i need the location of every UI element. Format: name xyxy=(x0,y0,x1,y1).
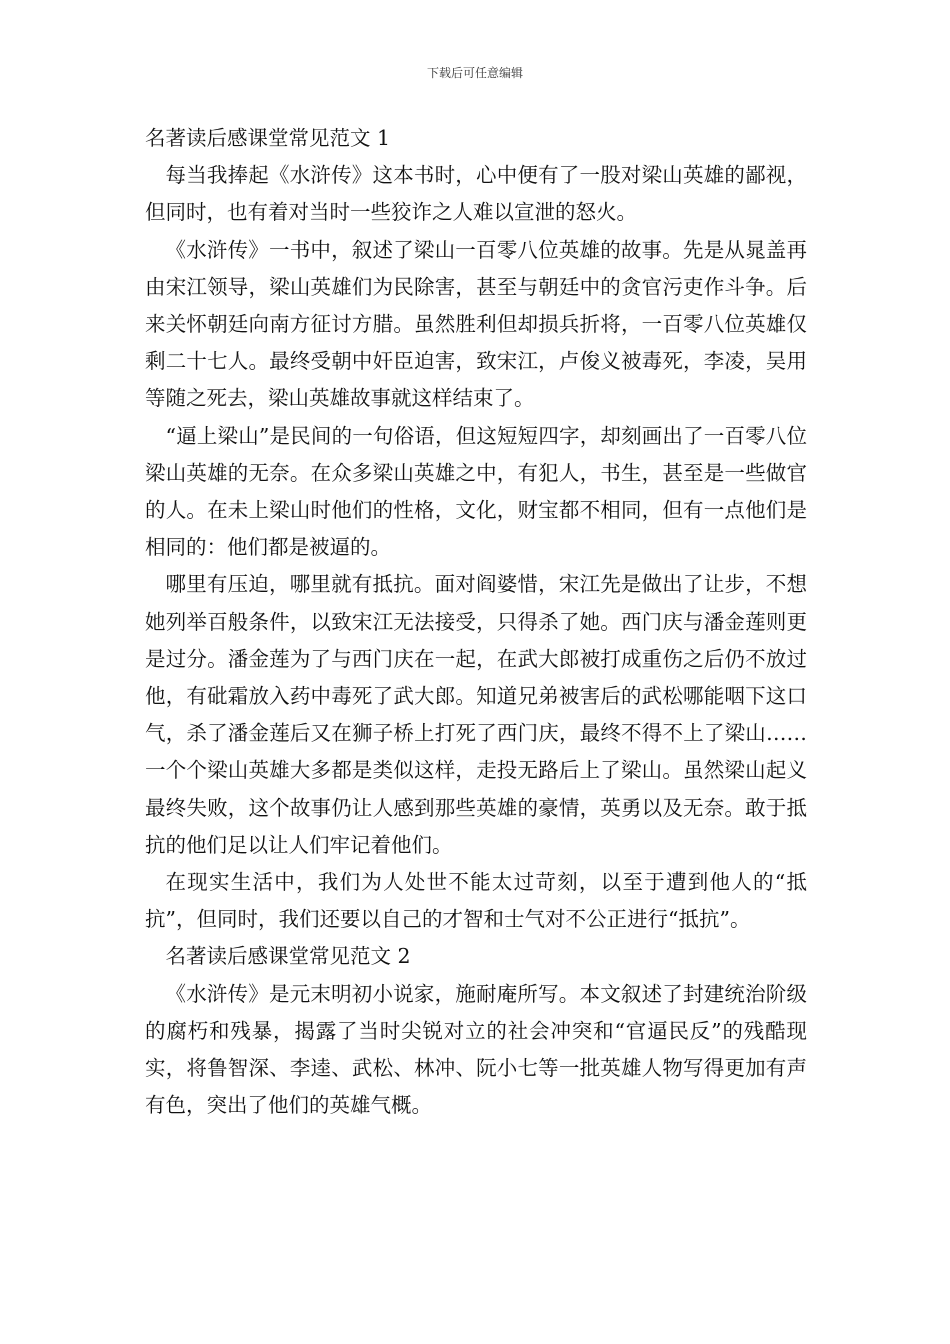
document-body xyxy=(145,120,807,1124)
paragraph: 《水浒传》一书中，叙述了梁山一百零八位英雄的故事。先是从晁盖再由宋江领导，梁山英雄们为民除害，甚至与朝廷中的贪官污吏作斗争。后来关怀朝廷向南方征讨方腊。虽然胜利但却损兵折将，一百零八位英雄仅剩二十七人。最终受朝中奸臣迫害，致宋江，卢俊义被毒死，李凌，吴用等随之死去，梁山英雄故事就这样结束了。 xyxy=(145,237,807,411)
paragraph: “逼上梁山”是民间的一句俗语，但这短短四字，却刻画出了一百零八位梁山英雄的无奈。在众多梁山英雄之中，有犯人，书生，甚至是一些做官的人。在未上梁山时他们的性格，文化，财宝都不相同，但有一点他们是相同的：他们都是被逼的。 xyxy=(145,423,807,560)
paragraph: 每当我捧起《水浒传》这本书时，心中便有了一股对梁山英雄的鄙视，但同时，也有着对当时一些狡诈之人难以宣泄的怒火。 xyxy=(145,163,807,225)
header-note: 下载后可任意编辑 xyxy=(426,66,523,80)
paragraph: 哪里有压迫，哪里就有抵抗。面对阎婆惜，宋江先是做出了让步，不想她列举百般条件，以致宋江无法接受，只得杀了她。西门庆与潘金莲则更是过分。潘金莲为了与西门庆在一起，在武大郎被打成重伤之后仍不放过他，有砒霜放入药中毒死了武大郎。知道兄弟被害后的武松哪能咽下这口气，杀了潘金莲后又在狮子桥上打死了西门庆，最终不得不上了梁山……一个个梁山英雄大多都是类似这样，走投无路后上了梁山。虽然梁山起义最终失败，这个故事仍让人感到那些英雄的豪情，英勇以及无奈。敢于抵抗的他们足以让人们牢记着他们。 xyxy=(145,572,807,857)
section-title: 名著读后感课堂常见范文 1 xyxy=(145,126,391,150)
paragraph: 在现实生活中，我们为人处世不能太过苛刻，以至于遭到他人的“抵抗”，但同时，我们还要以自己的才智和士气对不公正进行“抵抗”。 xyxy=(145,870,807,932)
section-title: 名著读后感课堂常见范文 2 xyxy=(165,944,411,969)
paragraph: 《水浒传》是元末明初小说家，施耐庵所写。本文叙述了封建统治阶级的腐朽和残暴，揭露了当时尖锐对立的社会冲突和“官逼民反”的残酷现实，将鲁智深、李逵、武松、林冲、阮小七等一批英雄人物写得更加有声有色，突出了他们的英雄气概。 xyxy=(145,981,807,1118)
